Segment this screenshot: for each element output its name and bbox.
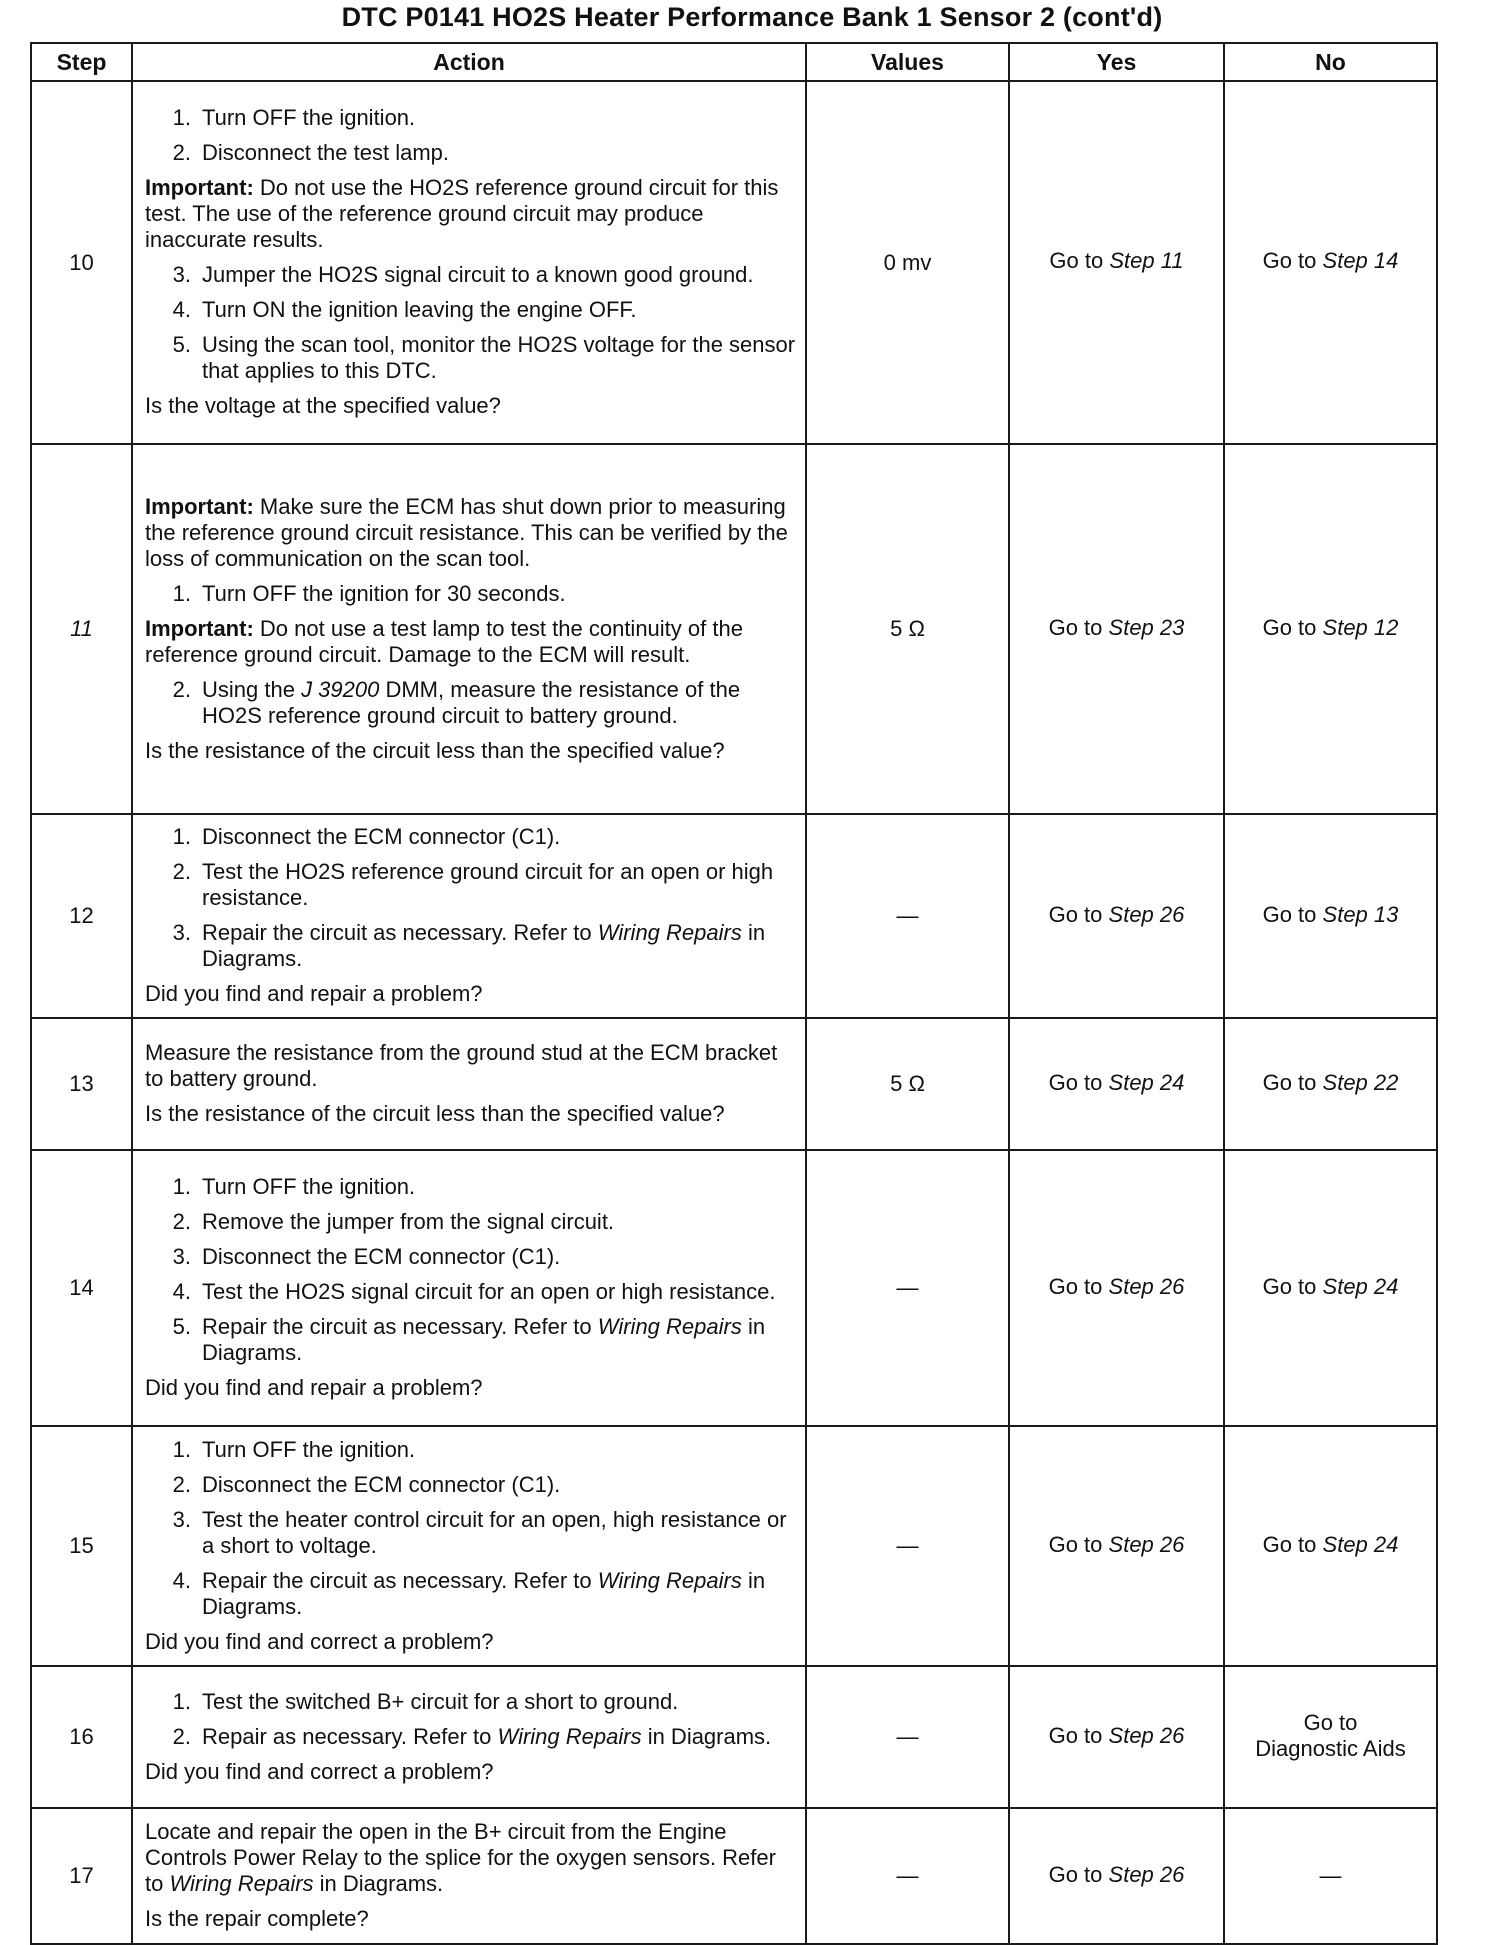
action-cell: [132, 814, 806, 1018]
question: Did you find and repair a problem?: [145, 981, 483, 1006]
header-action: Action: [132, 43, 806, 81]
action-text: Measure the resistance from the ground stud at the ECM bracket to battery ground.: [145, 1040, 778, 1091]
important-note: Important: Make sure the ECM has shut down prior to measuring the reference ground circuit resistance. This can be verified by the loss of communication on the scan tool.: [145, 493, 788, 571]
no-cell: Go to Diagnostic Aids: [1224, 1666, 1437, 1808]
list-item: 2. Using the J 39200 DMM, measure the resistance of the HO2S reference ground circuit to battery ground.: [172, 676, 741, 728]
step-number: 17: [31, 1808, 132, 1944]
important-note: Important: Do not use a test lamp to test the continuity of the reference ground circuit. Damage to the ECM will result.: [145, 615, 743, 667]
step-number: 16: [31, 1666, 132, 1808]
yes-cell: Go to Step 26: [1009, 1666, 1224, 1808]
value-cell: 0 mv: [806, 81, 1009, 444]
yes-cell: Go to Step 26: [1009, 814, 1224, 1018]
list-item: 5. Using the scan tool, monitor the HO2S voltage for the sensor that applies to this DTC.: [172, 332, 796, 383]
action-cell: [132, 444, 806, 814]
table-header-row: [31, 43, 1437, 81]
list-item: 1. Test the switched B+ circuit for a short to ground.: [172, 1688, 679, 1714]
list-item: 4. Turn ON the ignition leaving the engine OFF.: [172, 297, 637, 322]
step-number: 12: [31, 814, 132, 1018]
step-number: 14: [31, 1150, 132, 1426]
table-row: [31, 444, 1437, 814]
header-no: No: [1224, 43, 1437, 81]
action-cell: [132, 1426, 806, 1666]
yes-cell: Go to Step 11: [1009, 81, 1224, 444]
diagnostic-table: [30, 42, 1438, 1945]
value-cell: 5 Ω: [806, 444, 1009, 814]
question: Is the repair complete?: [145, 1906, 369, 1931]
no-cell: —: [1224, 1808, 1437, 1944]
no-cell: Go to Step 24: [1224, 1150, 1437, 1426]
list-item: 3. Disconnect the ECM connector (C1).: [172, 1244, 561, 1269]
question: Is the resistance of the circuit less than the specified value?: [145, 737, 725, 763]
header-values: Values: [806, 43, 1009, 81]
list-item: 2. Disconnect the ECM connector (C1).: [172, 1471, 561, 1497]
list-item: 4. Test the HO2S signal circuit for an open or high resistance.: [172, 1279, 776, 1304]
table-row: [31, 1018, 1437, 1150]
question: Is the resistance of the circuit less than the specified value?: [145, 1101, 725, 1126]
action-cell: [132, 1150, 806, 1426]
list-item: 2. Remove the jumper from the signal circuit.: [172, 1209, 615, 1234]
no-cell: Go to Step 24: [1224, 1426, 1437, 1666]
table-row: [31, 1426, 1437, 1666]
table-row: [31, 814, 1437, 1018]
action-text: Locate and repair the open in the B+ circuit from the Engine Controls Power Relay to the splice for the oxygen sensors. Refer to Wiring Repairs in Diagrams.: [145, 1819, 776, 1896]
action-cell: [132, 1666, 806, 1808]
table-row: [31, 1666, 1437, 1808]
list-item: 1. Turn OFF the ignition.: [172, 1436, 416, 1462]
list-item: 2. Disconnect the test lamp.: [172, 140, 450, 165]
table-row: [31, 1150, 1437, 1426]
list-item: 1. Turn OFF the ignition.: [172, 105, 416, 130]
question: Did you find and correct a problem?: [145, 1758, 494, 1784]
value-cell: —: [806, 1426, 1009, 1666]
question: Did you find and repair a problem?: [145, 1375, 483, 1400]
header-yes: Yes: [1009, 43, 1224, 81]
important-note: Important: Do not use the HO2S reference ground circuit for this test. The use of the reference ground circuit may produce inaccurate results.: [145, 175, 779, 252]
step-number: 11: [31, 444, 132, 814]
yes-cell: Go to Step 26: [1009, 1808, 1224, 1944]
list-item: 1. Disconnect the ECM connector (C1).: [172, 824, 561, 849]
step-number: 15: [31, 1426, 132, 1666]
action-cell: [132, 1808, 806, 1944]
step-number: 10: [31, 81, 132, 444]
question: Is the voltage at the specified value?: [145, 393, 501, 418]
page-title: DTC P0141 HO2S Heater Performance Bank 1 Sensor 2 (cont'd): [341, 2, 1163, 32]
action-cell: [132, 81, 806, 444]
value-cell: —: [806, 814, 1009, 1018]
value-cell: —: [806, 1808, 1009, 1944]
list-item: 3. Repair the circuit as necessary. Refer to Wiring Repairs in Diagrams.: [172, 920, 766, 971]
list-item: 1. Turn OFF the ignition.: [172, 1174, 416, 1199]
header-step: Step: [31, 43, 132, 81]
list-item: 1. Turn OFF the ignition for 30 seconds.: [172, 580, 566, 606]
list-item: 3. Jumper the HO2S signal circuit to a known good ground.: [172, 262, 754, 287]
no-cell: Go to Step 13: [1224, 814, 1437, 1018]
step-number: 13: [31, 1018, 132, 1150]
no-cell: Go to Step 14: [1224, 81, 1437, 444]
value-cell: 5 Ω: [806, 1018, 1009, 1150]
value-cell: —: [806, 1666, 1009, 1808]
list-item: 3. Test the heater control circuit for an open, high resistance or a short to voltage.: [172, 1506, 787, 1558]
no-cell: Go to Step 12: [1224, 444, 1437, 814]
action-cell: [132, 1018, 806, 1150]
yes-cell: Go to Step 23: [1009, 444, 1224, 814]
table-row: [31, 81, 1437, 444]
yes-cell: Go to Step 24: [1009, 1018, 1224, 1150]
list-item: 5. Repair the circuit as necessary. Refer to Wiring Repairs in Diagrams.: [172, 1314, 766, 1365]
yes-cell: Go to Step 26: [1009, 1426, 1224, 1666]
yes-cell: Go to Step 26: [1009, 1150, 1224, 1426]
no-cell: Go to Step 22: [1224, 1018, 1437, 1150]
list-item: 4. Repair the circuit as necessary. Refer to Wiring Repairs in Diagrams.: [172, 1567, 766, 1619]
table-row: [31, 1808, 1437, 1944]
question: Did you find and correct a problem?: [145, 1628, 494, 1654]
value-cell: —: [806, 1150, 1009, 1426]
list-item: 2. Repair as necessary. Refer to Wiring Repairs in Diagrams.: [172, 1723, 772, 1749]
list-item: 2. Test the HO2S reference ground circuit for an open or high resistance.: [172, 859, 774, 910]
